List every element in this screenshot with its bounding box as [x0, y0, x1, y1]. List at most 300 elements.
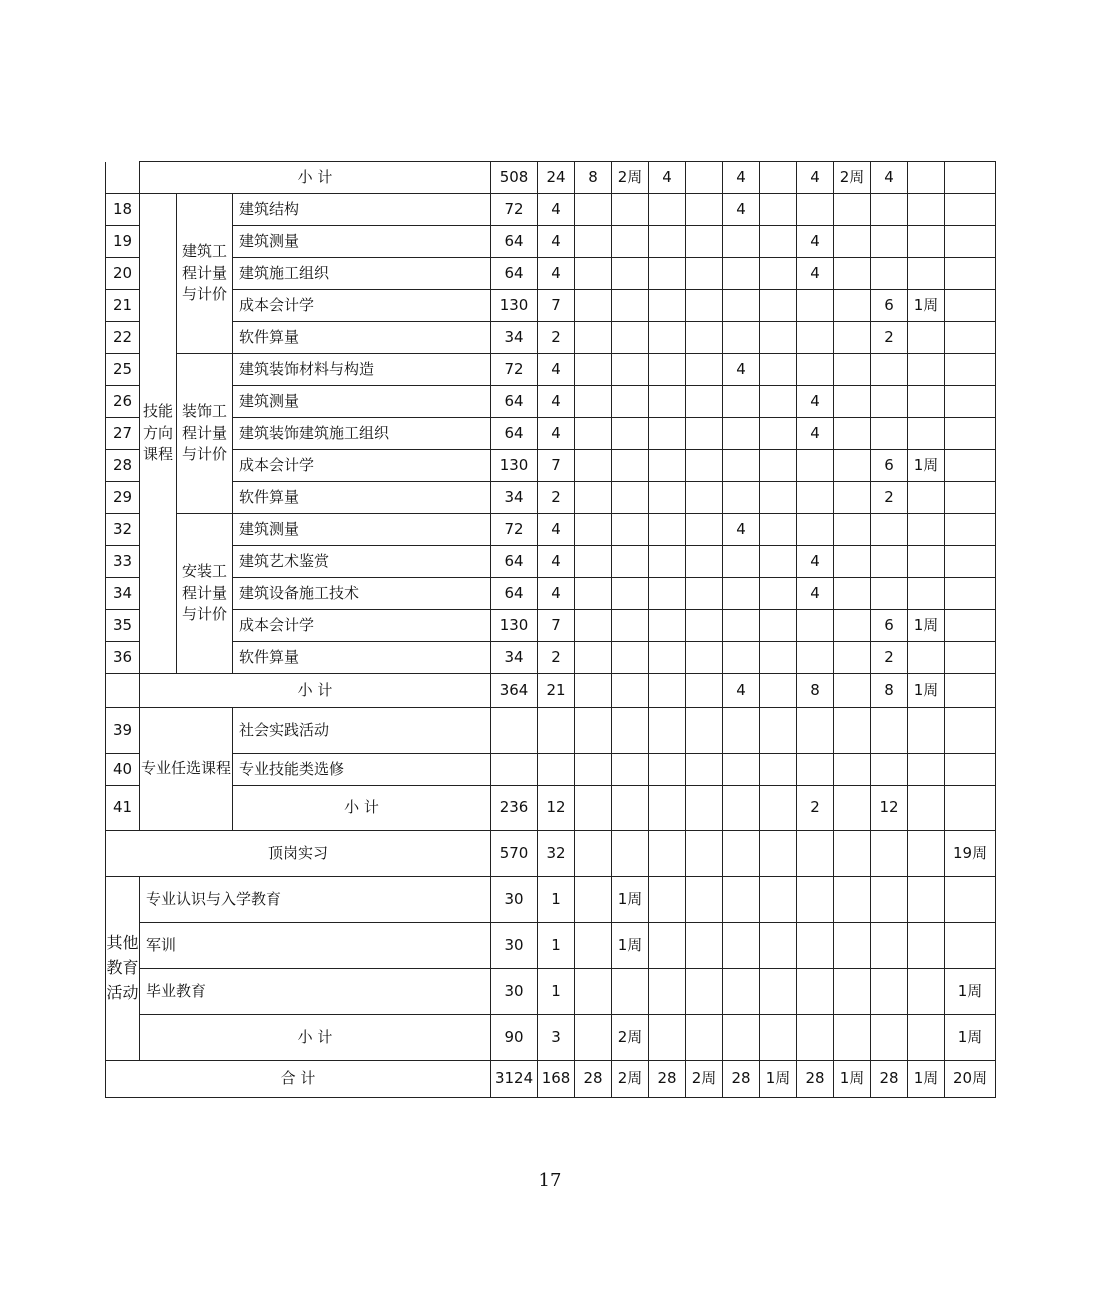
value-cell: 64: [491, 578, 538, 610]
value-cell: 64: [491, 258, 538, 290]
course-name: 成本会计学: [233, 290, 491, 322]
course-row: [106, 514, 996, 546]
value-cell: 4: [797, 386, 834, 418]
value-cell: [723, 923, 760, 969]
value-cell: [649, 674, 686, 708]
value-cell: 2: [871, 322, 908, 354]
course-number: 18: [106, 194, 140, 226]
course-row: [106, 642, 996, 674]
value-cell: [686, 482, 723, 514]
value-cell: [834, 708, 871, 754]
value-cell: [871, 754, 908, 786]
value-cell: [686, 290, 723, 322]
value-cell: 8: [797, 674, 834, 708]
subtotal-label: 小 计: [140, 1015, 491, 1061]
value-cell: [945, 514, 996, 546]
course-row: [106, 578, 996, 610]
value-cell: [871, 923, 908, 969]
value-cell: [797, 1015, 834, 1061]
value-cell: 2: [871, 642, 908, 674]
value-cell: [908, 514, 945, 546]
value-cell: [834, 290, 871, 322]
value-cell: [908, 386, 945, 418]
value-cell: 1周: [945, 1015, 996, 1061]
value-cell: [649, 578, 686, 610]
value-cell: 2周: [612, 1061, 649, 1098]
value-cell: [686, 610, 723, 642]
value-cell: 1周: [612, 877, 649, 923]
value-cell: [723, 322, 760, 354]
value-cell: 30: [491, 969, 538, 1015]
course-name: 成本会计学: [233, 450, 491, 482]
value-cell: [575, 514, 612, 546]
value-cell: [760, 322, 797, 354]
value-cell: [575, 290, 612, 322]
value-cell: [538, 754, 575, 786]
value-cell: [575, 482, 612, 514]
value-cell: 34: [491, 322, 538, 354]
value-cell: [945, 546, 996, 578]
course-number: 35: [106, 610, 140, 642]
activity-name: 毕业教育: [140, 969, 491, 1015]
value-cell: 2周: [612, 1015, 649, 1061]
value-cell: [834, 1015, 871, 1061]
value-cell: [834, 354, 871, 386]
value-cell: [575, 1015, 612, 1061]
value-cell: [834, 546, 871, 578]
subtotal-label: 小 计: [140, 674, 491, 708]
value-cell: [686, 1015, 723, 1061]
value-cell: [649, 610, 686, 642]
course-row: [106, 354, 996, 386]
value-cell: [723, 226, 760, 258]
value-cell: [908, 226, 945, 258]
value-cell: 34: [491, 482, 538, 514]
value-cell: [612, 450, 649, 482]
value-cell: [834, 226, 871, 258]
value-cell: [760, 786, 797, 831]
value-cell: [871, 708, 908, 754]
value-cell: 4: [723, 194, 760, 226]
value-cell: [723, 386, 760, 418]
value-cell: [834, 194, 871, 226]
value-cell: [945, 754, 996, 786]
value-cell: [834, 258, 871, 290]
value-cell: [575, 194, 612, 226]
course-number: 26: [106, 386, 140, 418]
value-cell: [575, 226, 612, 258]
other-activity-row: [106, 969, 996, 1015]
value-cell: [612, 226, 649, 258]
value-cell: [723, 877, 760, 923]
value-cell: [945, 322, 996, 354]
value-cell: 2: [538, 642, 575, 674]
value-cell: [945, 610, 996, 642]
value-cell: [575, 450, 612, 482]
value-cell: [649, 708, 686, 754]
course-name: 软件算量: [233, 322, 491, 354]
value-cell: [908, 923, 945, 969]
value-cell: [575, 674, 612, 708]
value-cell: [649, 354, 686, 386]
value-cell: [871, 578, 908, 610]
value-cell: [723, 642, 760, 674]
value-cell: [871, 969, 908, 1015]
value-cell: 1: [538, 923, 575, 969]
subtotal-label: 小 计: [140, 162, 491, 194]
value-cell: [760, 578, 797, 610]
subgroup-label-decoration: 装饰工程计量与计价: [177, 354, 233, 514]
value-cell: [575, 258, 612, 290]
value-cell: 4: [538, 514, 575, 546]
value-cell: [797, 450, 834, 482]
value-cell: [649, 194, 686, 226]
value-cell: [649, 754, 686, 786]
value-cell: [760, 354, 797, 386]
value-cell: 7: [538, 450, 575, 482]
value-cell: [871, 418, 908, 450]
value-cell: [908, 831, 945, 877]
value-cell: 28: [575, 1061, 612, 1098]
value-cell: [760, 482, 797, 514]
value-cell: [612, 386, 649, 418]
value-cell: 72: [491, 194, 538, 226]
value-cell: [649, 322, 686, 354]
value-cell: [908, 877, 945, 923]
value-cell: [575, 877, 612, 923]
value-cell: [575, 642, 612, 674]
value-cell: [945, 258, 996, 290]
value-cell: [649, 258, 686, 290]
course-row: [106, 290, 996, 322]
value-cell: [612, 322, 649, 354]
value-cell: 4: [797, 226, 834, 258]
course-row: [106, 226, 996, 258]
value-cell: [908, 418, 945, 450]
value-cell: [908, 786, 945, 831]
value-cell: 4: [538, 418, 575, 450]
value-cell: [871, 354, 908, 386]
value-cell: 2: [538, 482, 575, 514]
value-cell: 4: [538, 546, 575, 578]
value-cell: [908, 546, 945, 578]
value-cell: [797, 290, 834, 322]
value-cell: [575, 923, 612, 969]
value-cell: [612, 754, 649, 786]
other-activity-row: [106, 923, 996, 969]
value-cell: [649, 923, 686, 969]
value-cell: [575, 322, 612, 354]
value-cell: [871, 831, 908, 877]
other-activity-row: [106, 877, 996, 923]
value-cell: [871, 1015, 908, 1061]
course-number: 36: [106, 642, 140, 674]
value-cell: 4: [538, 578, 575, 610]
value-cell: 30: [491, 877, 538, 923]
value-cell: 6: [871, 610, 908, 642]
value-cell: [575, 610, 612, 642]
value-cell: [797, 482, 834, 514]
value-cell: 19周: [945, 831, 996, 877]
value-cell: 21: [538, 674, 575, 708]
value-cell: [686, 674, 723, 708]
value-cell: [797, 708, 834, 754]
value-cell: 130: [491, 290, 538, 322]
course-number: 29: [106, 482, 140, 514]
course-row: [106, 482, 996, 514]
value-cell: [760, 642, 797, 674]
value-cell: 20周: [945, 1061, 996, 1098]
value-cell: [760, 290, 797, 322]
value-cell: [723, 450, 760, 482]
value-cell: [723, 546, 760, 578]
value-cell: 4: [723, 674, 760, 708]
value-cell: [686, 969, 723, 1015]
value-cell: [908, 258, 945, 290]
value-cell: [686, 786, 723, 831]
value-cell: [686, 923, 723, 969]
value-cell: [612, 546, 649, 578]
value-cell: [908, 354, 945, 386]
course-number: 25: [106, 354, 140, 386]
value-cell: 130: [491, 450, 538, 482]
value-cell: 4: [538, 194, 575, 226]
value-cell: [908, 642, 945, 674]
value-cell: [612, 290, 649, 322]
value-cell: [834, 610, 871, 642]
value-cell: [945, 450, 996, 482]
elective-group-label: 专业任选课程: [140, 708, 233, 831]
value-cell: [723, 786, 760, 831]
value-cell: [649, 226, 686, 258]
value-cell: [760, 923, 797, 969]
page-number: 17: [538, 1170, 562, 1191]
value-cell: 64: [491, 418, 538, 450]
value-cell: 1周: [908, 674, 945, 708]
value-cell: [945, 482, 996, 514]
value-cell: [797, 923, 834, 969]
value-cell: [612, 578, 649, 610]
value-cell: [649, 786, 686, 831]
elective-row: [106, 708, 996, 754]
value-cell: [575, 578, 612, 610]
course-number: 19: [106, 226, 140, 258]
value-cell: 32: [538, 831, 575, 877]
value-cell: [723, 290, 760, 322]
value-cell: [538, 708, 575, 754]
value-cell: [686, 450, 723, 482]
activity-name: 专业认识与入学教育: [140, 877, 491, 923]
value-cell: [834, 578, 871, 610]
value-cell: [945, 386, 996, 418]
value-cell: [575, 969, 612, 1015]
value-cell: [649, 482, 686, 514]
course-number: 40: [106, 754, 140, 786]
value-cell: [575, 708, 612, 754]
value-cell: [908, 578, 945, 610]
value-cell: [834, 923, 871, 969]
value-cell: [649, 877, 686, 923]
value-cell: [797, 877, 834, 923]
value-cell: [612, 194, 649, 226]
value-cell: [797, 754, 834, 786]
value-cell: [649, 831, 686, 877]
value-cell: [945, 226, 996, 258]
value-cell: [871, 258, 908, 290]
value-cell: [491, 754, 538, 786]
elective-row: [106, 754, 996, 786]
value-cell: 1周: [612, 923, 649, 969]
value-cell: 1: [538, 877, 575, 923]
value-cell: 1周: [834, 1061, 871, 1098]
value-cell: [612, 674, 649, 708]
internship-label: 顶岗实习: [106, 831, 491, 877]
value-cell: 2: [797, 786, 834, 831]
value-cell: [871, 877, 908, 923]
value-cell: 28: [649, 1061, 686, 1098]
value-cell: [686, 514, 723, 546]
value-cell: [612, 786, 649, 831]
value-cell: 1周: [908, 290, 945, 322]
value-cell: 2: [538, 322, 575, 354]
value-cell: [797, 354, 834, 386]
value-cell: [686, 386, 723, 418]
value-cell: [797, 831, 834, 877]
value-cell: [797, 610, 834, 642]
value-cell: [686, 877, 723, 923]
value-cell: [575, 354, 612, 386]
value-cell: [760, 754, 797, 786]
value-cell: 4: [723, 354, 760, 386]
value-cell: [908, 969, 945, 1015]
value-cell: 4: [538, 354, 575, 386]
value-cell: [834, 386, 871, 418]
value-cell: 28: [871, 1061, 908, 1098]
value-cell: 570: [491, 831, 538, 877]
course-name: 建筑施工组织: [233, 258, 491, 290]
course-name: 专业技能类选修: [233, 754, 491, 786]
value-cell: [612, 258, 649, 290]
value-cell: [945, 923, 996, 969]
value-cell: 4: [797, 258, 834, 290]
course-number: 22: [106, 322, 140, 354]
course-number: 32: [106, 514, 140, 546]
value-cell: 4: [723, 514, 760, 546]
other-subtotal-row: [106, 1015, 996, 1061]
value-cell: [871, 546, 908, 578]
course-name: 建筑装饰材料与构造: [233, 354, 491, 386]
value-cell: [760, 450, 797, 482]
value-cell: 1: [538, 969, 575, 1015]
value-cell: [945, 877, 996, 923]
subtotal-row-prev: 小 计 508 24 8 2周 4 4 4 2周 4: [106, 162, 996, 194]
course-name: 建筑设备施工技术: [233, 578, 491, 610]
value-cell: [649, 450, 686, 482]
value-cell: [686, 418, 723, 450]
value-cell: [760, 258, 797, 290]
value-cell: [834, 514, 871, 546]
value-cell: [649, 386, 686, 418]
value-cell: [760, 610, 797, 642]
value-cell: 7: [538, 290, 575, 322]
value-cell: [871, 194, 908, 226]
value-cell: 1周: [760, 1061, 797, 1098]
value-cell: 4: [797, 418, 834, 450]
course-number: 33: [106, 546, 140, 578]
value-cell: [797, 322, 834, 354]
value-cell: [760, 514, 797, 546]
other-activities-label: 其他教育活动: [106, 877, 140, 1061]
value-cell: [575, 831, 612, 877]
value-cell: [908, 322, 945, 354]
course-name: 软件算量: [233, 642, 491, 674]
value-cell: [612, 969, 649, 1015]
value-cell: 90: [491, 1015, 538, 1061]
value-cell: [575, 386, 612, 418]
value-cell: [834, 831, 871, 877]
value-cell: [649, 514, 686, 546]
value-cell: [834, 482, 871, 514]
course-row: [106, 194, 996, 226]
value-cell: [834, 450, 871, 482]
value-cell: [723, 578, 760, 610]
course-name: 建筑测量: [233, 226, 491, 258]
value-cell: [908, 482, 945, 514]
value-cell: 64: [491, 546, 538, 578]
teaching-plan-table: [105, 161, 996, 1098]
value-cell: 12: [871, 786, 908, 831]
value-cell: [723, 258, 760, 290]
value-cell: [945, 674, 996, 708]
grand-total-label: 合 计: [106, 1061, 491, 1098]
value-cell: 130: [491, 610, 538, 642]
value-cell: [575, 418, 612, 450]
course-number: 41: [106, 786, 140, 831]
value-cell: 1周: [945, 969, 996, 1015]
activity-name: 军训: [140, 923, 491, 969]
empty-cell: [106, 674, 140, 708]
course-number: 20: [106, 258, 140, 290]
value-cell: [612, 514, 649, 546]
skill-group-label: 技能方向课程: [140, 194, 177, 674]
value-cell: 28: [723, 1061, 760, 1098]
internship-row: [106, 831, 996, 877]
value-cell: [834, 642, 871, 674]
value-cell: 4: [797, 546, 834, 578]
value-cell: [575, 754, 612, 786]
value-cell: [908, 1015, 945, 1061]
value-cell: [612, 354, 649, 386]
course-name: 成本会计学: [233, 610, 491, 642]
value-cell: [686, 578, 723, 610]
value-cell: 3124: [491, 1061, 538, 1098]
value-cell: [612, 610, 649, 642]
course-name: 建筑测量: [233, 514, 491, 546]
value-cell: [760, 708, 797, 754]
value-cell: [649, 642, 686, 674]
value-cell: [575, 546, 612, 578]
course-name: 建筑测量: [233, 386, 491, 418]
value-cell: [612, 482, 649, 514]
value-cell: [760, 418, 797, 450]
value-cell: 4: [538, 386, 575, 418]
value-cell: [686, 642, 723, 674]
value-cell: [760, 969, 797, 1015]
value-cell: 72: [491, 354, 538, 386]
value-cell: [945, 418, 996, 450]
course-row: [106, 418, 996, 450]
course-row: [106, 610, 996, 642]
